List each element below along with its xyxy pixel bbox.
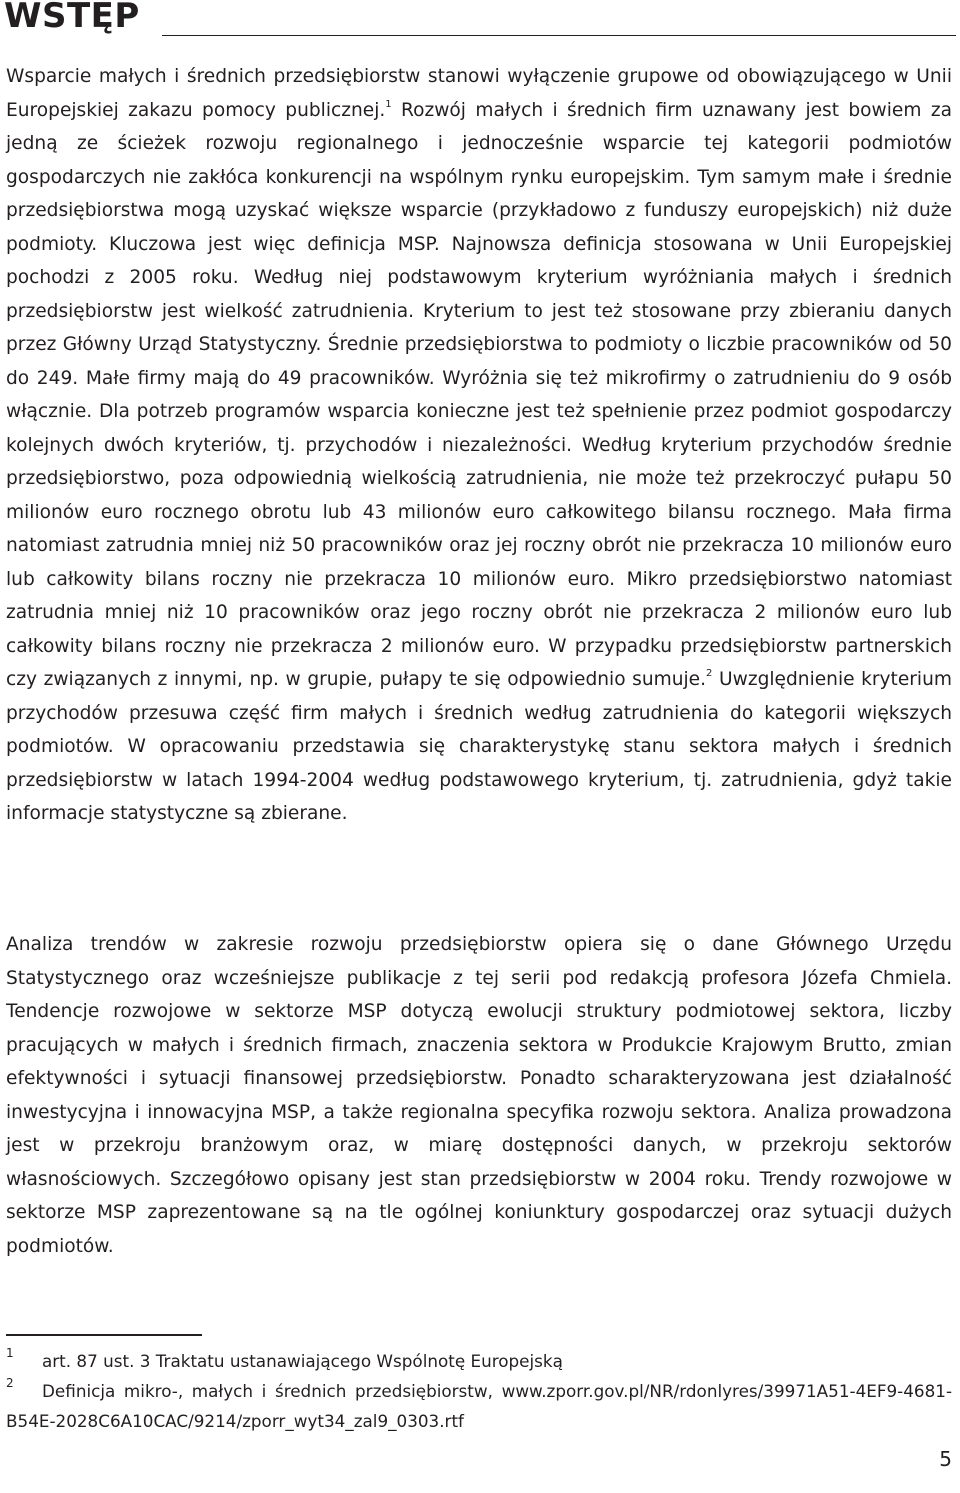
footnotes	[6, 1346, 952, 1436]
paragraph-1	[6, 60, 952, 831]
paragraph-1-text-a: Wsparcie małych i średnich przedsiębiorstw stanowi wyłączenie grupowe od obowiązującego w Unii Europejskiej zakazu pomocy publicznej.	[6, 66, 952, 121]
footnote-2-text: Definicja mikro-, małych i średnich przedsiębiorstw, www.zporr.gov.pl/NR/rdonlyres/39971A51-4EF9-4681-B54E-2028C6A10CAC/9214/zporr_wyt34_zal9_0303.rtf	[6, 1381, 952, 1431]
footnote-1	[6, 1346, 952, 1376]
paragraph-1-text-c: Uwzględnienie kryterium przychodów przesuwa część firm małych i średnich według zatrudnienia do kategorii większych podmiotów. W opracowaniu przedstawia się charakterystykę stanu sektora małych i średnich przedsiębiorstw w latach 1994-2004 według podstawowego kryterium, tj. zatrudnienia, gdyż takie informacje statystyczne są zbierane.	[6, 669, 952, 824]
footnote-ref-2: 2	[706, 668, 713, 679]
footnote-2-number: 2	[6, 1376, 14, 1390]
footnote-ref-1: 1	[385, 98, 392, 110]
footnote-1-number: 1	[6, 1346, 14, 1360]
heading-row	[4, 0, 956, 40]
paragraph-2: Analiza trendów w zakresie rozwoju przedsiębiorstw opiera się o dane Głównego Urzędu Statystycznego oraz wcześniejsze publikacje z tej serii pod redakcją profesora Józefa Chmiela. Tendencje rozwojowe w sektorze MSP dotyczą ewolucji struktury podmiotowej sektora, liczby pracujących w małych i średnich firmach, znaczenia sektora w Produkcie Krajowym Brutto, zmian efektywności i sytuacji finansowej przedsiębiorstw. Ponadto scharakteryzowana jest działalność inwestycyjna i innowacyjna MSP, a także regionalna specyfika rozwoju sektora. Analiza prowadzona jest w przekroju branżowym oraz, w miarę dostępności danych, w przekroju sektorów własnościowych. Szczegółowo opisany jest stan przedsiębiorstw w 2004 roku. Trendy rozwojowe w sektorze MSP zaprezentowane są na tle ogólnej koniunktury gospodarczej oraz sytuacji dużych podmiotów.	[6, 934, 952, 1257]
footnote-2	[6, 1376, 952, 1436]
section-heading: WSTĘP	[4, 0, 140, 36]
heading-rule	[162, 35, 956, 36]
footnote-1-text: art. 87 ust. 3 Traktatu ustanawiającego Wspólnotę Europejską	[42, 1351, 563, 1371]
page-number: 5	[939, 1447, 952, 1471]
footnote-rule	[6, 1334, 202, 1336]
paragraph-1-text-b: Rozwój małych i średnich firm uznawany jest bowiem za jedną ze ścieżek rozwoju regionalnego i jednocześnie wsparcie tej kategorii podmiotów gospodarczych nie zakłóca konkurencji na wspólnym rynku europejskim. Tym samym małe i średnie przedsiębiorstwa mogą uzyskać większe wsparcie (przykładowo z funduszy europejskich) niż duże podmioty. Kluczowa jest więc definicja MSP. Najnowsza definicja stosowana w Unii Europejskiej pochodzi z 2005 roku. Według niej podstawowym kryterium wyróżniania małych i średnich przedsiębiorstw jest wielkość zatrudnienia. Kryterium to jest też stosowane przy zbieraniu danych przez Główny Urząd Statystyczny. Średnie przedsiębiorstwa to podmioty o liczbie pracowników od 50 do 249. Małe firmy mają do 49 pracowników. Wyróżnia się też mikrofirmy o zatrudnieniu do 9 osób włącznie. Dla potrzeb programów wsparcia konieczne jest też spełnienie przez podmiot gospodarczy kolejnych dwóch kryteriów, tj. przychodów i niezależności. Według kryterium przychodów średnie przedsiębiorstwo, poza odpowiednią wielkością zatrudnienia, nie może też przekroczyć pułapu 50 milionów euro rocznego obrotu lub 43 milionów euro całkowitego bilansu rocznego. Mała firma natomiast zatrudnia mniej niż 50 pracowników oraz jej roczny obrót nie przekracza 10 milionów euro lub całkowity bilans roczny nie przekracza 10 milionów euro. Mikro przedsiębiorstwo natomiast zatrudnia mniej niż 10 pracowników oraz jego roczny obrót nie przekracza 2 milionów euro lub całkowity bilans roczny nie przekracza 2 milionów euro. W przypadku przedsiębiorstw partnerskich czy związanych z innymi, np. w grupie, pułapy te się odpowiednio sumuje.	[6, 99, 952, 690]
